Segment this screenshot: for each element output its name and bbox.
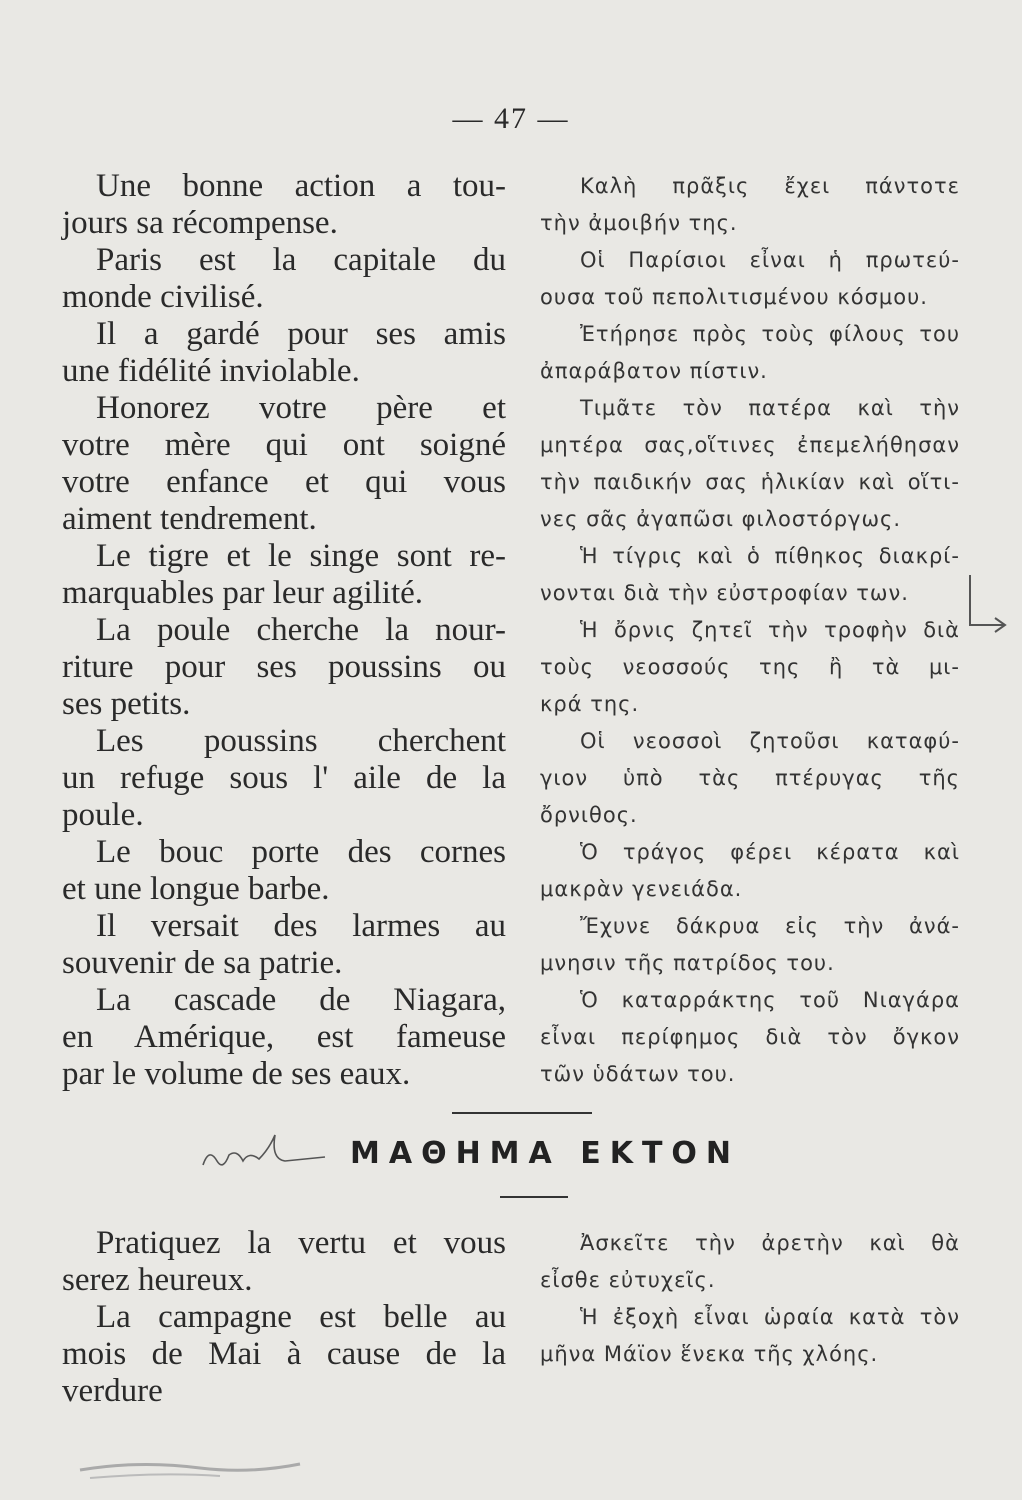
greek-line: Ἔχυνε δάκρυα εἰς τὴν ἀνά- (580, 914, 960, 938)
french-line: par le volume de ses eaux. (62, 1056, 411, 1092)
french-line: aiment tendrement. (62, 501, 317, 537)
greek-line: μνησιν τῆς πατρίδος του. (540, 951, 835, 975)
greek-line: εἶσθε εὐτυχεῖς. (540, 1268, 716, 1292)
french-line: verdure (62, 1373, 163, 1409)
greek-column-top (540, 168, 960, 1093)
greek-line: Ἀσκεῖτε τὴν ἀρετὴν καὶ θὰ (580, 1231, 960, 1255)
french-line: Les poussins cherchent (96, 723, 506, 759)
lesson-heading: ΜΑΘΗΜΑ ΕΚΤΟΝ (350, 1136, 741, 1171)
french-line: serez heureux. (62, 1262, 253, 1298)
french-line: Une bonne action a tou- (96, 168, 506, 204)
greek-line: Ὁ καταρράκτης τοῦ Νιαγάρα (580, 988, 960, 1012)
french-line: souvenir de sa patrie. (62, 945, 343, 981)
greek-line: τοὺς νεοσσούς της ἢ τὰ μι- (540, 655, 960, 679)
french-line: Il versait des larmes au (96, 908, 506, 944)
greek-line: εἶναι περίφημος διὰ τὸν ὄγκον (540, 1025, 960, 1049)
french-line: La poule cherche la nour- (96, 612, 506, 648)
greek-line: Ἐτήρησε πρὸς τοὺς φίλους του (580, 322, 960, 346)
french-line: riture pour ses poussins ou (62, 649, 506, 685)
french-line: une fidélité inviolable. (62, 353, 360, 389)
french-line: un refuge sous l' aile de la (62, 760, 506, 796)
greek-line: μητέρα σας,οἵτινες ἐπεμελήθησαν (540, 433, 960, 457)
greek-line: Ἡ ἐξοχὴ εἶναι ὡραία κατὰ τὸν (580, 1305, 960, 1329)
french-line: La campagne est belle au (96, 1299, 506, 1335)
divider-rule-bottom (500, 1196, 568, 1198)
greek-column-bottom (540, 1225, 960, 1373)
french-line: poule. (62, 797, 144, 833)
french-line: Le bouc porte des cornes (96, 834, 506, 870)
greek-line: Τιμᾶτε τὸν πατέρα καὶ τὴν (580, 396, 960, 420)
greek-line: Καλὴ πρᾶξις ἔχει πάντοτε (580, 174, 960, 198)
greek-line: κρά της. (540, 692, 640, 716)
greek-line: τῶν ὑδάτων του. (540, 1062, 736, 1086)
greek-line: Οἱ νεοσσοὶ ζητοῦσι καταφύ- (580, 729, 960, 753)
french-line: votre mère qui ont soigné (62, 427, 506, 463)
french-line: Honorez votre père et (96, 390, 506, 426)
french-line: votre enfance et qui vous (62, 464, 506, 500)
french-line: et une longue barbe. (62, 871, 330, 907)
greek-line: Ὁ τράγος φέρει κέρατα καὶ (580, 840, 960, 864)
greek-line: μακρὰν γενειάδα. (540, 877, 743, 901)
page-number: — 47 — (452, 102, 570, 135)
greek-line: νες σᾶς ἀγαπῶσι φιλοστόργως. (540, 507, 902, 531)
handwritten-annotation (195, 1125, 345, 1180)
greek-line: τὴν παιδικήν σας ἡλικίαν καὶ οἵτι- (540, 470, 960, 494)
french-column-bottom (62, 1225, 506, 1410)
greek-line: ἀπαράβατον πίστιν. (540, 359, 768, 383)
french-line: marquables par leur agilité. (62, 575, 424, 611)
greek-line: Οἱ Παρίσιοι εἶναι ἡ πρωτεύ- (580, 248, 960, 272)
french-line: Il a gardé pour ses amis (96, 316, 506, 352)
greek-line: Ἡ ὄρνις ζητεῖ τὴν τροφὴν διὰ (580, 618, 960, 642)
greek-line: ουσα τοῦ πεπολιτισμένου κόσμου. (540, 285, 928, 309)
french-line: ses petits. (62, 686, 191, 722)
french-line: jours sa récompense. (62, 205, 338, 241)
french-line: La cascade de Niagara, (96, 982, 506, 1018)
greek-line: ὄρνιθος. (540, 803, 638, 827)
greek-line: τὴν ἀμοιβήν της. (540, 211, 738, 235)
greek-line: νονται διὰ τὴν εὐστροφίαν των. (540, 581, 909, 605)
french-line: Pratiquez la vertu et vous (96, 1225, 506, 1261)
french-line: en Amérique, est fameuse (62, 1019, 506, 1055)
divider-rule-top (452, 1112, 592, 1114)
french-column-top (62, 168, 506, 1093)
greek-line: μῆνα Μάϊον ἕνεκα τῆς χλόης. (540, 1342, 879, 1366)
french-line: mois de Mai à cause de la (62, 1336, 506, 1372)
french-line: Le tigre et le singe sont re- (96, 538, 506, 574)
bottom-scribble (60, 1440, 320, 1490)
french-line: Paris est la capitale du (96, 242, 506, 278)
margin-mark (950, 570, 1010, 640)
greek-line: γιον ὑπὸ τὰς πτέρυγας τῆς (540, 766, 960, 790)
greek-line: Ἡ τίγρις καὶ ὁ πίθηκος διακρί- (580, 544, 960, 568)
french-line: monde civilisé. (62, 279, 264, 315)
